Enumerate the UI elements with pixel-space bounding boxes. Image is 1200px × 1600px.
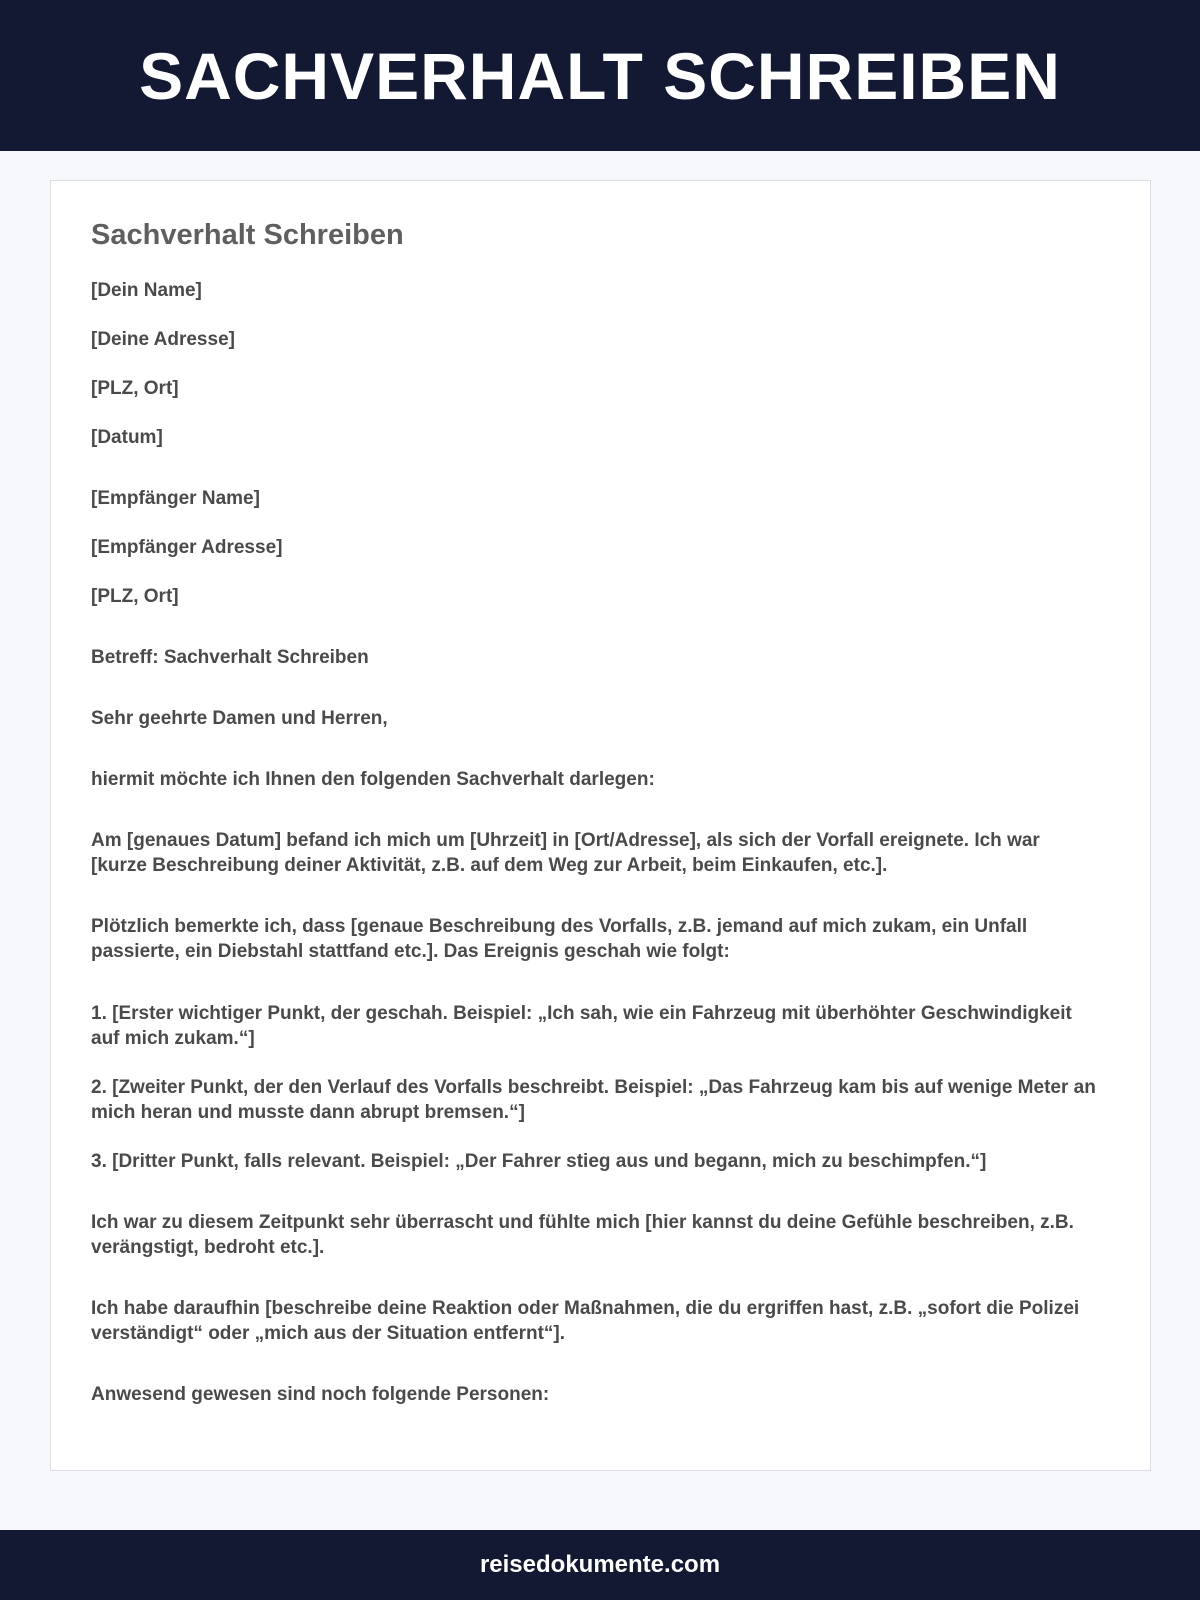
- document-card: [50, 180, 1151, 1471]
- sender-city: [PLZ, Ort]: [91, 378, 179, 399]
- page-title: SACHVERHALT SCHREIBEN: [139, 38, 1061, 113]
- sender-address: [Deine Adresse]: [91, 329, 235, 350]
- footer-bar: [0, 1530, 1200, 1600]
- paragraph-feelings: Ich war zu diesem Zeitpunkt sehr überrascht und fühlte mich [hier kannst du deine Gefühle beschreiben, z.B. verängstigt, bedroht etc.].: [91, 1212, 1074, 1258]
- paragraph-witnesses: Anwesend gewesen sind noch folgende Personen:: [91, 1384, 550, 1405]
- footer-site: reisedokumente.com: [479, 1551, 721, 1578]
- document-heading: Sachverhalt Schreiben: [91, 219, 404, 251]
- recipient-name: [Empfänger Name]: [91, 488, 260, 509]
- list-item-3: 3. [Dritter Punkt, falls relevant. Beispiel: „Der Fahrer stieg aus und begann, mich zu beschimpfen.“]: [91, 1151, 987, 1172]
- salutation: Sehr geehrte Damen und Herren,: [91, 708, 388, 729]
- intro-paragraph: hiermit möchte ich Ihnen den folgenden Sachverhalt darlegen:: [91, 769, 655, 790]
- paragraph-reaction: Ich habe daraufhin [beschreibe deine Reaktion oder Maßnahmen, die du ergriffen hast, z.B. „sofort die Polizei verständigt“ oder „mich aus der Situation entfernt“].: [91, 1298, 1080, 1344]
- recipient-address: [Empfänger Adresse]: [91, 537, 283, 558]
- paragraph-2: Plötzlich bemerkte ich, dass [genaue Beschreibung des Vorfalls, z.B. jemand auf mich zukam, ein Unfall passierte, ein Diebstahl stattfand etc.]. Das Ereignis geschah wie folgt:: [91, 916, 1028, 962]
- recipient-city: [PLZ, Ort]: [91, 586, 179, 607]
- letter-date: [Datum]: [91, 427, 163, 448]
- sender-name: [Dein Name]: [91, 280, 202, 301]
- list-item-2: 2. [Zweiter Punkt, der den Verlauf des Vorfalls beschreibt. Beispiel: „Das Fahrzeug kam bis auf wenige Meter an mich heran und musste dann abrupt bremsen.“]: [91, 1077, 1096, 1123]
- list-item-1: 1. [Erster wichtiger Punkt, der geschah. Beispiel: „Ich sah, wie ein Fahrzeug mit überhöhter Geschwindigkeit auf mich zukam.“]: [91, 1003, 1072, 1049]
- paragraph-1: Am [genaues Datum] befand ich mich um [Uhrzeit] in [Ort/Adresse], als sich der Vorfall ereignete. Ich war [kurze Beschreibung deiner Aktivität, z.B. auf dem Weg zur Arbeit, beim Einkaufen, etc.].: [91, 830, 1040, 876]
- subject-line: Betreff: Sachverhalt Schreiben: [91, 647, 369, 668]
- header-banner: [0, 0, 1200, 151]
